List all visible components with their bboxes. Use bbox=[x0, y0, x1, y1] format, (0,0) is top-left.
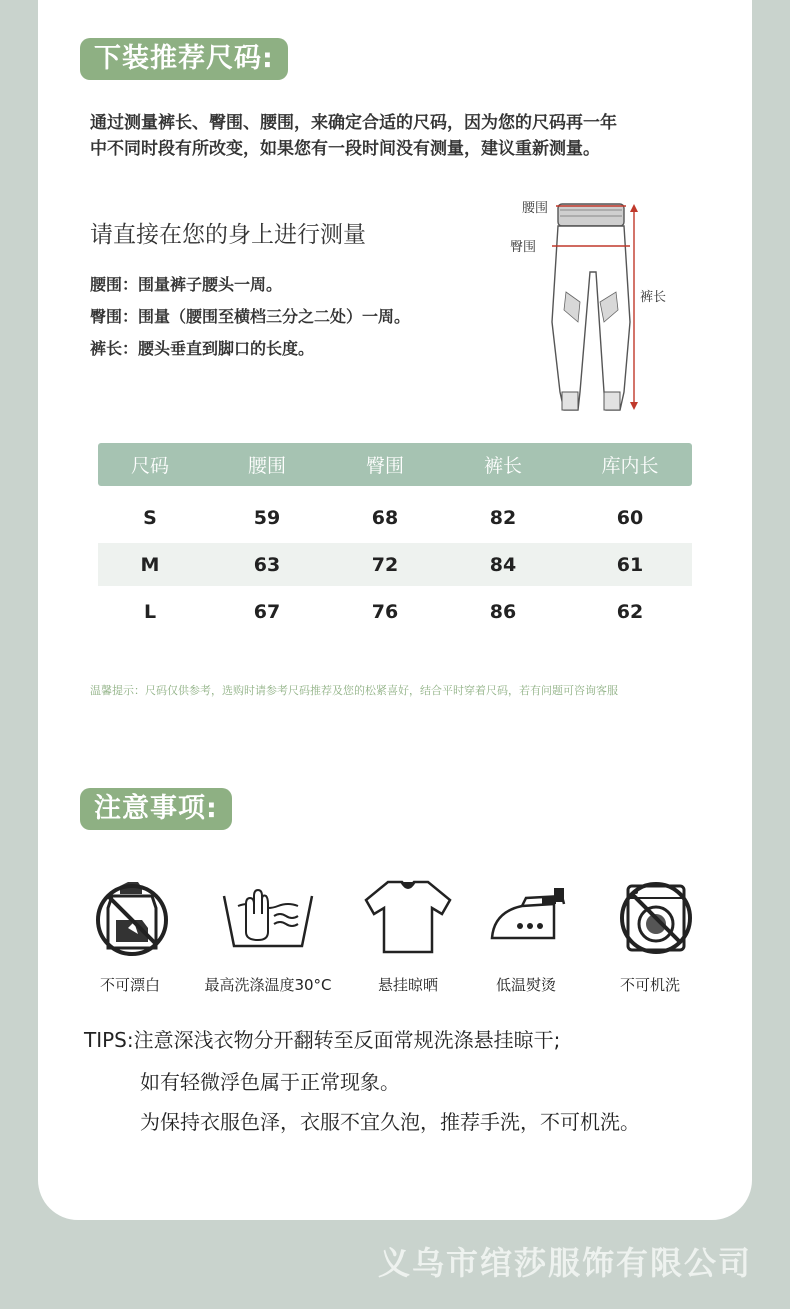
label-hang-dry: 悬挂晾晒 bbox=[377, 976, 438, 994]
measure-title: 请直接在您的身上进行测量 bbox=[90, 222, 366, 248]
cell-size: L bbox=[143, 600, 157, 623]
header-length: 裤长 bbox=[483, 455, 522, 477]
cell-hip: 68 bbox=[371, 506, 399, 529]
company-watermark: 义乌市绾莎服饰有限公司 bbox=[377, 1244, 752, 1282]
diagram-length-label: 裤长 bbox=[640, 290, 667, 305]
header-inseam: 库内长 bbox=[601, 455, 659, 477]
cell-hip: 72 bbox=[371, 553, 399, 576]
cell-hip: 76 bbox=[371, 600, 399, 623]
def-hip: 臀围：围量（腰围至横档三分之二处）一周。 bbox=[90, 307, 411, 326]
hang-dry-icon bbox=[358, 874, 458, 964]
size-table bbox=[98, 443, 692, 633]
table-header bbox=[98, 443, 692, 486]
wash-30-icon bbox=[218, 874, 318, 964]
def-length: 裤长：腰头垂直到脚口的长度。 bbox=[90, 339, 315, 358]
cell-waist: 67 bbox=[253, 600, 281, 623]
size-intro bbox=[90, 110, 730, 162]
label-low-iron: 低温熨烫 bbox=[495, 976, 556, 994]
cell-inseam: 61 bbox=[616, 553, 644, 576]
intro-line-1: 通过测量裤长、臀围、腰围，来确定合适的尺码，因为您的尺码再一年 bbox=[90, 113, 617, 133]
cell-inseam: 60 bbox=[616, 506, 644, 529]
cell-waist: 59 bbox=[253, 506, 281, 529]
table-row bbox=[98, 590, 692, 633]
size-section-title: 下装推荐尺码: bbox=[80, 38, 288, 80]
cell-size: M bbox=[140, 553, 160, 576]
cell-size: S bbox=[143, 506, 157, 529]
care-section-title: 注意事项: bbox=[80, 788, 232, 830]
leggings-icon bbox=[508, 192, 688, 420]
low-iron-icon bbox=[482, 874, 582, 964]
cell-inseam: 62 bbox=[616, 600, 644, 623]
cell-waist: 63 bbox=[253, 553, 281, 576]
table-row bbox=[98, 496, 692, 539]
def-waist: 腰围：围量裤子腰头一周。 bbox=[90, 275, 283, 294]
cell-length: 84 bbox=[489, 553, 517, 576]
tips-line-3: 为保持衣服色泽，衣服不宜久泡，推荐手洗，不可机洗。 bbox=[140, 1110, 640, 1134]
label-no-machine-wash: 不可机洗 bbox=[619, 976, 680, 994]
no-bleach-icon bbox=[82, 874, 182, 964]
tips-line-1: TIPS:注意深浅衣物分开翻转至反面常规洗涤悬挂晾干; bbox=[84, 1028, 561, 1052]
pants-diagram bbox=[508, 192, 688, 420]
header-waist: 腰围 bbox=[247, 455, 286, 477]
label-wash-30: 最高洗涤温度30°C bbox=[204, 976, 332, 994]
cell-length: 82 bbox=[489, 506, 517, 529]
cell-length: 86 bbox=[489, 600, 517, 623]
no-machine-wash-icon bbox=[606, 874, 706, 964]
diagram-hip-label: 臀围 bbox=[510, 240, 537, 255]
tips-line-2: 如有轻微浮色属于正常现象。 bbox=[140, 1070, 400, 1094]
header-size: 尺码 bbox=[130, 455, 169, 477]
intro-line-2: 中不同时段有所改变，如果您有一段时间没有测量，建议重新测量。 bbox=[90, 139, 600, 159]
header-hip: 臀围 bbox=[365, 455, 404, 477]
table-row bbox=[98, 543, 692, 586]
diagram-waist-label: 腰围 bbox=[522, 201, 549, 216]
label-no-bleach: 不可漂白 bbox=[99, 976, 160, 994]
size-tip: 温馨提示：尺码仅供参考，选购时请参考尺码推荐及您的松紧喜好，结合平时穿着尺码，若有问题可咨询客服 bbox=[90, 684, 618, 697]
